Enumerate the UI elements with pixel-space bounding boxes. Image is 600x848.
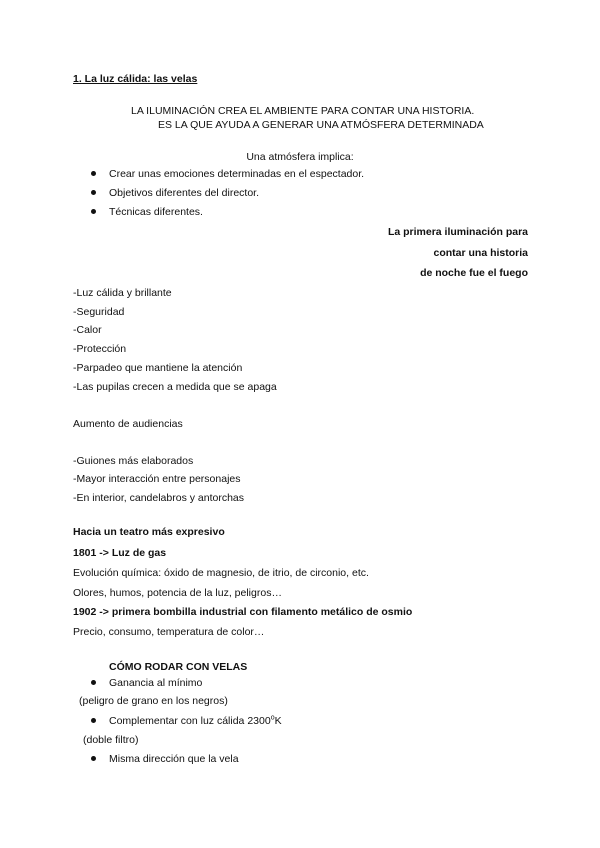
- quality-item: -Calor: [73, 324, 102, 336]
- intro-line-1: LA ILUMINACIÓN CREA EL AMBIENTE PARA CONTAR UNA HISTORIA.: [131, 105, 475, 117]
- quality-item: -Seguridad: [73, 306, 125, 318]
- bulb-milestone: 1902 -> primera bombilla industrial con filamento metálico de osmio: [73, 606, 413, 618]
- audiences-label: Aumento de audiencias: [73, 418, 183, 430]
- theatre-title: Hacia un teatro más expresivo: [73, 526, 225, 538]
- candles-bullet: Ganancia al mínimo: [109, 677, 203, 689]
- audience-item: -Mayor interacción entre personajes: [73, 473, 241, 485]
- bullet-icon: [91, 171, 96, 176]
- audience-item: -Guiones más elaborados: [73, 455, 194, 467]
- quality-item: -Parpadeo que mantiene la atención: [73, 362, 243, 374]
- quality-item: -Las pupilas crecen a medida que se apaga: [73, 381, 277, 393]
- bullet-icon: [91, 756, 96, 761]
- first-light-line: contar una historia: [433, 247, 528, 259]
- first-light-line: La primera iluminación para: [387, 226, 528, 238]
- chemical-evolution: Evolución química: óxido de magnesio, de itrio, de circonio, etc.: [73, 567, 369, 579]
- bullet-icon: [91, 680, 96, 685]
- intro-line-2: ES LA QUE AYUDA A GENERAR UNA ATMÓSFERA DETERMINADA: [158, 119, 484, 131]
- atmosphere-bullet: Crear unas emociones determinadas en el espectador.: [109, 168, 365, 180]
- bulb-notes: Precio, consumo, temperatura de color…: [73, 626, 265, 638]
- atmosphere-bullet: Objetivos diferentes del director.: [109, 187, 259, 199]
- bullet-icon: [91, 718, 96, 723]
- section-heading: 1. La luz cálida: las velas: [73, 73, 198, 85]
- atmosphere-label: Una atmósfera implica:: [246, 151, 354, 163]
- first-light-line: de noche fue el fuego: [420, 267, 528, 279]
- quality-item: -Luz cálida y brillante: [73, 287, 172, 299]
- bullet-icon: [91, 209, 96, 214]
- candles-note: (doble filtro): [83, 734, 139, 746]
- bullet-icon: [91, 190, 96, 195]
- audience-item: -En interior, candelabros y antorchas: [73, 492, 245, 504]
- candles-title: CÓMO RODAR CON VELAS: [109, 661, 248, 673]
- gas-milestone: 1801 -> Luz de gas: [73, 547, 167, 559]
- candles-bullet: Complementar con luz cálida 2300$^o$K: [109, 714, 282, 727]
- candles-note: (peligro de grano en los negros): [79, 695, 228, 707]
- atmosphere-bullet: Técnicas diferentes.: [109, 206, 203, 218]
- candles-bullet: Misma dirección que la vela: [109, 753, 239, 765]
- gas-issues: Olores, humos, potencia de la luz, peligros…: [73, 587, 282, 599]
- quality-item: -Protección: [73, 343, 127, 355]
